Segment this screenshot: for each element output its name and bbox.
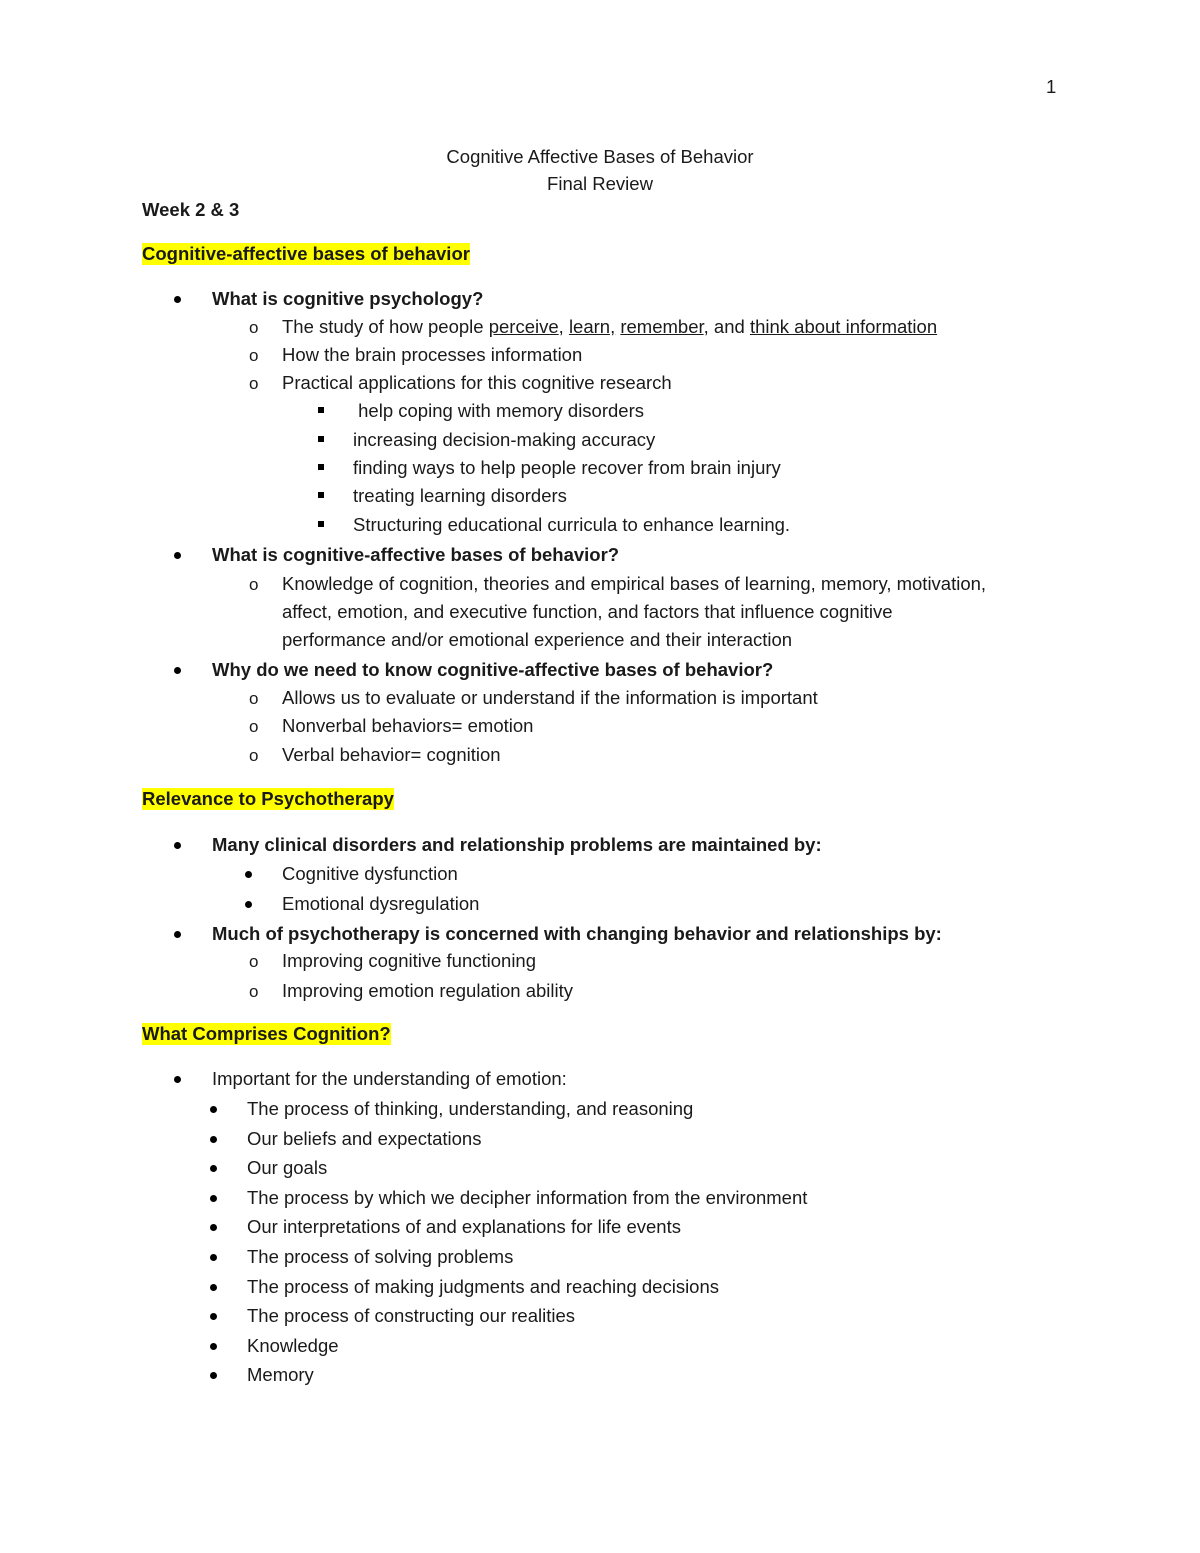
circle-bullet-icon: o <box>249 689 259 708</box>
cognition-item: Our goals <box>247 1157 328 1178</box>
section-heading-psychotherapy: Relevance to Psychotherapy <box>142 788 394 809</box>
bullet-icon <box>210 1224 217 1231</box>
square-bullet-icon <box>318 407 324 413</box>
circle-bullet-icon: o <box>249 374 259 393</box>
study-definition <box>282 316 937 338</box>
question-why-know: Why do we need to know cognitive-affective bases of behavior? <box>212 659 774 680</box>
bullet-icon <box>174 296 181 303</box>
bullet-icon <box>174 931 181 938</box>
document-title: Cognitive Affective Bases of Behavior <box>446 146 754 167</box>
bullet-icon <box>210 1343 217 1350</box>
circle-bullet-icon: o <box>249 952 259 971</box>
cognition-intro: Important for the understanding of emotion: <box>212 1068 567 1089</box>
and-connector: , and <box>703 316 750 337</box>
application-item: Structuring educational curricula to enhance learning. <box>353 514 791 535</box>
practical-applications-item: Practical applications for this cognitive research <box>282 372 672 393</box>
square-bullet-icon <box>318 464 324 470</box>
document-subtitle: Final Review <box>547 173 653 194</box>
cognition-item: The process by which we decipher information from the environment <box>247 1187 808 1208</box>
bullet-icon <box>174 552 181 559</box>
square-bullet-icon <box>318 492 324 498</box>
bullet-icon <box>210 1165 217 1172</box>
bullet-icon <box>210 1195 217 1202</box>
application-item: treating learning disorders <box>353 485 567 506</box>
cognition-item: The process of constructing our realities <box>247 1305 576 1326</box>
knowledge-line: affect, emotion, and executive function, and factors that influence cognitive <box>282 601 893 622</box>
bullet-icon <box>210 1372 217 1379</box>
word-learn: learn, <box>568 316 616 337</box>
maintained-by-heading: Many clinical disorders and relationship problems are maintained by: <box>212 834 822 855</box>
bullet-icon <box>210 1313 217 1320</box>
bullet-icon <box>245 901 252 908</box>
why-item: Allows us to evaluate or understand if the information is important <box>282 687 818 708</box>
bullet-icon <box>174 842 181 849</box>
application-item: help coping with memory disorders <box>353 400 644 421</box>
brain-processes-item: How the brain processes information <box>282 344 583 365</box>
changing-behavior-item: Improving cognitive functioning <box>282 950 537 971</box>
page-number: 1 <box>1046 76 1057 97</box>
square-bullet-icon <box>318 436 324 442</box>
circle-bullet-icon: o <box>249 318 259 337</box>
cognition-item: Our interpretations of and explanations for life events <box>247 1216 681 1237</box>
bullet-icon <box>210 1106 217 1113</box>
word-remember: remember <box>620 316 704 337</box>
cognition-item: Our beliefs and expectations <box>247 1128 482 1149</box>
bullet-icon <box>210 1136 217 1143</box>
bullet-icon <box>174 1076 181 1083</box>
section-heading-cognitive-affective: Cognitive-affective bases of behavior <box>142 243 470 264</box>
circle-bullet-icon: o <box>249 746 259 765</box>
changing-behavior-item: Improving emotion regulation ability <box>282 980 574 1001</box>
question-cognitive-affective-bases: What is cognitive-affective bases of behavior? <box>212 544 620 565</box>
circle-bullet-icon: o <box>249 717 259 736</box>
maintained-by-item: Cognitive dysfunction <box>282 863 458 884</box>
cognition-item: The process of thinking, understanding, and reasoning <box>247 1098 694 1119</box>
why-item: Nonverbal behaviors= emotion <box>282 715 534 736</box>
cognition-item: Memory <box>247 1364 314 1385</box>
word-perceive: perceive <box>488 316 559 337</box>
section-heading-cognition: What Comprises Cognition? <box>142 1023 391 1044</box>
bullet-icon <box>174 667 181 674</box>
knowledge-line: performance and/or emotional experience and their interaction <box>282 629 793 650</box>
application-item: finding ways to help people recover from brain injury <box>353 457 781 478</box>
square-bullet-icon <box>318 521 324 527</box>
bullet-icon <box>245 871 252 878</box>
changing-behavior-heading: Much of psychotherapy is concerned with changing behavior and relationships by: <box>212 923 942 944</box>
circle-bullet-icon: o <box>249 346 259 365</box>
cognition-item: Knowledge <box>247 1335 339 1356</box>
application-item: increasing decision-making accuracy <box>353 429 656 450</box>
bullet-icon <box>210 1284 217 1291</box>
circle-bullet-icon: o <box>249 982 259 1001</box>
maintained-by-item: Emotional dysregulation <box>282 893 480 914</box>
why-item: Verbal behavior= cognition <box>282 744 501 765</box>
knowledge-line: Knowledge of cognition, theories and empirical bases of learning, memory, motivation, <box>282 573 987 594</box>
phrase-think-about-information: think about information <box>749 316 938 337</box>
circle-bullet-icon: o <box>249 575 259 594</box>
cognition-item: The process of making judgments and reaching decisions <box>247 1276 720 1297</box>
question-cognitive-psychology: What is cognitive psychology? <box>212 288 484 309</box>
week-label: Week 2 & 3 <box>142 199 240 220</box>
comma: , <box>558 316 569 337</box>
bullet-icon <box>210 1254 217 1261</box>
cognition-item: The process of solving problems <box>247 1246 514 1267</box>
study-prefix: The study of how people <box>282 316 489 337</box>
